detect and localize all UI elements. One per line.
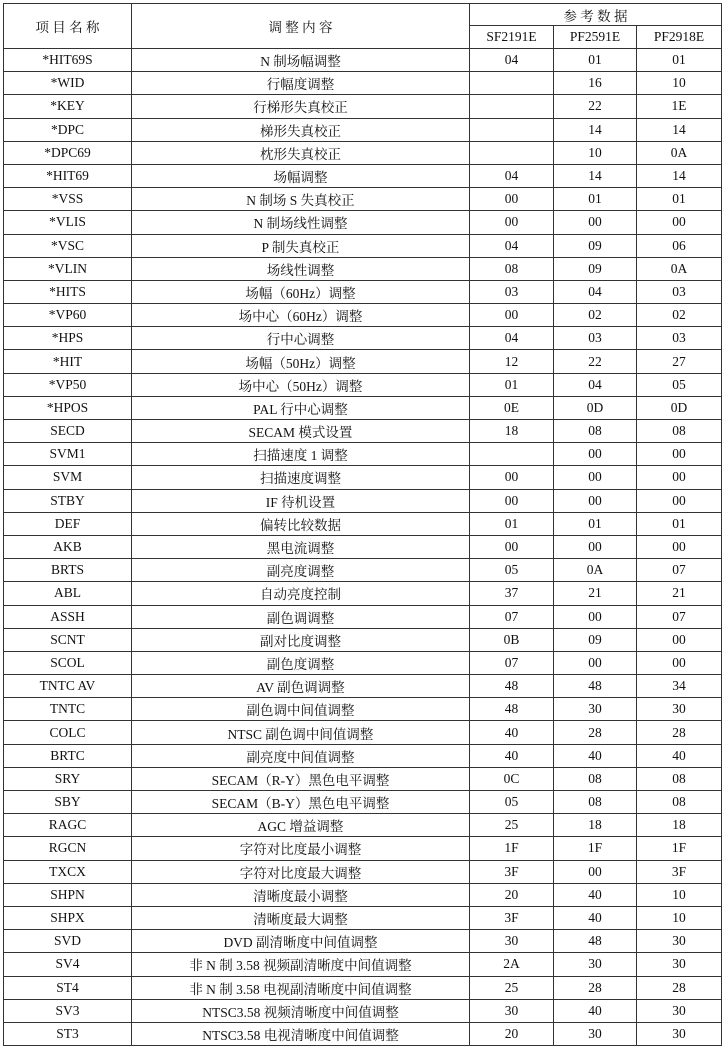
table-row xyxy=(4,327,722,350)
pf2591e-value-cell: 16 xyxy=(554,72,637,95)
pf2591e-value-cell: 0A xyxy=(554,559,637,582)
pf2918e-value-cell: 30 xyxy=(637,698,722,721)
pf2591e-value-cell: 00 xyxy=(554,466,637,489)
adjust-content-cell: 场幅（60Hz）调整 xyxy=(132,280,470,303)
pf2918e-value-cell: 10 xyxy=(637,883,722,906)
sf2191e-value-cell: 04 xyxy=(470,327,554,350)
pf2591e-value-cell: 0D xyxy=(554,396,637,419)
pf2918e-value-cell: 10 xyxy=(637,72,722,95)
sf2191e-value-cell: 04 xyxy=(470,164,554,187)
pf2918e-value-cell: 08 xyxy=(637,791,722,814)
pf2918e-value-cell: 00 xyxy=(637,651,722,674)
sf2191e-value-cell: 0C xyxy=(470,767,554,790)
pf2591e-value-cell: 22 xyxy=(554,95,637,118)
adjust-content-cell: 非 N 制 3.58 电视副清晰度中间值调整 xyxy=(132,976,470,999)
pf2591e-value-cell: 28 xyxy=(554,721,637,744)
table-row xyxy=(4,953,722,976)
pf2918e-value-cell: 34 xyxy=(637,675,722,698)
item-code-cell: *VP50 xyxy=(4,373,132,396)
pf2918e-value-cell: 30 xyxy=(637,1022,722,1045)
pf2918e-value-cell: 27 xyxy=(637,350,722,373)
pf2918e-value-cell: 1F xyxy=(637,837,722,860)
table-row xyxy=(4,164,722,187)
sf2191e-value-cell: 07 xyxy=(470,605,554,628)
table-row xyxy=(4,605,722,628)
adjust-content-cell: 扫描速度 1 调整 xyxy=(132,443,470,466)
item-code-cell: DEF xyxy=(4,512,132,535)
item-code-cell: *VP60 xyxy=(4,304,132,327)
item-code-cell: SRY xyxy=(4,767,132,790)
table-row xyxy=(4,837,722,860)
item-code-cell: RAGC xyxy=(4,814,132,837)
adjust-content-cell: 场中心（50Hz）调整 xyxy=(132,373,470,396)
table-row xyxy=(4,535,722,558)
pf2591e-value-cell: 48 xyxy=(554,930,637,953)
adjust-content-cell: 自动亮度控制 xyxy=(132,582,470,605)
sf2191e-value-cell: 40 xyxy=(470,721,554,744)
adjust-content-cell: 场幅（50Hz）调整 xyxy=(132,350,470,373)
sf2191e-value-cell: 25 xyxy=(470,814,554,837)
pf2591e-value-cell: 01 xyxy=(554,188,637,211)
sf2191e-value-cell: 00 xyxy=(470,466,554,489)
item-code-cell: *HIT xyxy=(4,350,132,373)
sf2191e-value-cell: 48 xyxy=(470,675,554,698)
sf2191e-value-cell: 3F xyxy=(470,906,554,929)
adjust-content-cell: 场幅调整 xyxy=(132,164,470,187)
item-code-cell: *HPOS xyxy=(4,396,132,419)
adjust-content-cell: DVD 副清晰度中间值调整 xyxy=(132,930,470,953)
pf2918e-value-cell: 0A xyxy=(637,257,722,280)
pf2591e-value-cell: 22 xyxy=(554,350,637,373)
header-model-pf2918e: PF2918E xyxy=(637,26,722,49)
adjust-content-cell: 清晰度最小调整 xyxy=(132,883,470,906)
table-row xyxy=(4,420,722,443)
pf2591e-value-cell: 01 xyxy=(554,49,637,72)
table-body xyxy=(4,49,722,1046)
item-code-cell: TNTC xyxy=(4,698,132,721)
item-code-cell: *HIT69 xyxy=(4,164,132,187)
pf2591e-value-cell: 04 xyxy=(554,373,637,396)
sf2191e-value-cell: 01 xyxy=(470,512,554,535)
pf2918e-value-cell: 08 xyxy=(637,767,722,790)
sf2191e-value-cell: 00 xyxy=(470,188,554,211)
item-code-cell: BRTC xyxy=(4,744,132,767)
adjust-content-cell: IF 待机设置 xyxy=(132,489,470,512)
adjust-content-cell: NTSC3.58 电视清晰度中间值调整 xyxy=(132,1022,470,1045)
header-item-name: 项 目 名 称 xyxy=(4,4,132,49)
table-row xyxy=(4,721,722,744)
table-row xyxy=(4,512,722,535)
sf2191e-value-cell: 05 xyxy=(470,559,554,582)
sf2191e-value-cell: 01 xyxy=(470,373,554,396)
adjust-content-cell: PAL 行中心调整 xyxy=(132,396,470,419)
adjust-content-cell: SECAM（B-Y）黑色电平调整 xyxy=(132,791,470,814)
table-row xyxy=(4,118,722,141)
sf2191e-value-cell: 2A xyxy=(470,953,554,976)
item-code-cell: *VSC xyxy=(4,234,132,257)
table-row xyxy=(4,396,722,419)
table-row xyxy=(4,559,722,582)
item-code-cell: SV3 xyxy=(4,999,132,1022)
pf2591e-value-cell: 14 xyxy=(554,164,637,187)
adjust-content-cell: 行梯形失真校正 xyxy=(132,95,470,118)
sf2191e-value-cell: 12 xyxy=(470,350,554,373)
adjust-content-cell: 场线性调整 xyxy=(132,257,470,280)
item-code-cell: *KEY xyxy=(4,95,132,118)
item-code-cell: ABL xyxy=(4,582,132,605)
table-row xyxy=(4,675,722,698)
item-code-cell: *VSS xyxy=(4,188,132,211)
sf2191e-value-cell: 1F xyxy=(470,837,554,860)
table-row xyxy=(4,280,722,303)
sf2191e-value-cell: 30 xyxy=(470,930,554,953)
adjust-content-cell: 副亮度调整 xyxy=(132,559,470,582)
table-row xyxy=(4,628,722,651)
sf2191e-value-cell: 05 xyxy=(470,791,554,814)
adjust-content-cell: NTSC 副色调中间值调整 xyxy=(132,721,470,744)
pf2591e-value-cell: 00 xyxy=(554,605,637,628)
table-row xyxy=(4,489,722,512)
item-code-cell: *DPC69 xyxy=(4,141,132,164)
table-row xyxy=(4,1022,722,1045)
pf2591e-value-cell: 08 xyxy=(554,791,637,814)
pf2591e-value-cell: 00 xyxy=(554,211,637,234)
pf2591e-value-cell: 48 xyxy=(554,675,637,698)
table-row xyxy=(4,698,722,721)
sf2191e-value-cell: 0B xyxy=(470,628,554,651)
pf2918e-value-cell: 06 xyxy=(637,234,722,257)
pf2918e-value-cell: 03 xyxy=(637,327,722,350)
header-model-pf2591e: PF2591E xyxy=(554,26,637,49)
pf2918e-value-cell: 0D xyxy=(637,396,722,419)
sf2191e-value-cell: 48 xyxy=(470,698,554,721)
table-row xyxy=(4,373,722,396)
table-row xyxy=(4,188,722,211)
table-row xyxy=(4,744,722,767)
item-code-cell: *HITS xyxy=(4,280,132,303)
item-code-cell: SCOL xyxy=(4,651,132,674)
header-model-sf2191e: SF2191E xyxy=(470,26,554,49)
pf2918e-value-cell: 28 xyxy=(637,721,722,744)
sf2191e-value-cell: 07 xyxy=(470,651,554,674)
table-row xyxy=(4,930,722,953)
pf2918e-value-cell: 1E xyxy=(637,95,722,118)
pf2918e-value-cell: 03 xyxy=(637,280,722,303)
pf2918e-value-cell: 00 xyxy=(637,211,722,234)
pf2591e-value-cell: 00 xyxy=(554,860,637,883)
pf2918e-value-cell: 28 xyxy=(637,976,722,999)
pf2918e-value-cell: 07 xyxy=(637,605,722,628)
item-code-cell: ST4 xyxy=(4,976,132,999)
table-row xyxy=(4,582,722,605)
pf2918e-value-cell: 30 xyxy=(637,999,722,1022)
pf2918e-value-cell: 10 xyxy=(637,906,722,929)
adjust-content-cell: 行幅度调整 xyxy=(132,72,470,95)
table-row xyxy=(4,234,722,257)
table-row xyxy=(4,141,722,164)
table-row xyxy=(4,443,722,466)
adjust-content-cell: 副亮度中间值调整 xyxy=(132,744,470,767)
table-row xyxy=(4,466,722,489)
pf2591e-value-cell: 40 xyxy=(554,883,637,906)
sf2191e-value-cell xyxy=(470,141,554,164)
item-code-cell: STBY xyxy=(4,489,132,512)
item-code-cell: SVM xyxy=(4,466,132,489)
item-code-cell: SVM1 xyxy=(4,443,132,466)
item-code-cell: ST3 xyxy=(4,1022,132,1045)
adjust-content-cell: P 制失真校正 xyxy=(132,234,470,257)
item-code-cell: ASSH xyxy=(4,605,132,628)
header-reference-data: 参 考 数 据 xyxy=(470,4,722,26)
sf2191e-value-cell: 0E xyxy=(470,396,554,419)
pf2591e-value-cell: 30 xyxy=(554,698,637,721)
pf2591e-value-cell: 08 xyxy=(554,767,637,790)
item-code-cell: SHPX xyxy=(4,906,132,929)
pf2918e-value-cell: 14 xyxy=(637,118,722,141)
adjust-content-cell: 副色调中间值调整 xyxy=(132,698,470,721)
pf2918e-value-cell: 30 xyxy=(637,953,722,976)
sf2191e-value-cell: 20 xyxy=(470,1022,554,1045)
item-code-cell: TNTC AV xyxy=(4,675,132,698)
adjust-content-cell: 偏转比较数据 xyxy=(132,512,470,535)
adjust-content-cell: 清晰度最大调整 xyxy=(132,906,470,929)
pf2918e-value-cell: 01 xyxy=(637,188,722,211)
pf2591e-value-cell: 09 xyxy=(554,234,637,257)
table-row xyxy=(4,304,722,327)
pf2918e-value-cell: 08 xyxy=(637,420,722,443)
pf2591e-value-cell: 04 xyxy=(554,280,637,303)
sf2191e-value-cell: 00 xyxy=(470,489,554,512)
adjust-content-cell: 黑电流调整 xyxy=(132,535,470,558)
pf2918e-value-cell: 00 xyxy=(637,628,722,651)
table-row xyxy=(4,211,722,234)
pf2918e-value-cell: 21 xyxy=(637,582,722,605)
sf2191e-value-cell: 04 xyxy=(470,234,554,257)
adjust-content-cell: AGC 增益调整 xyxy=(132,814,470,837)
pf2918e-value-cell: 00 xyxy=(637,489,722,512)
sf2191e-value-cell: 00 xyxy=(470,304,554,327)
sf2191e-value-cell: 30 xyxy=(470,999,554,1022)
pf2591e-value-cell: 00 xyxy=(554,489,637,512)
sf2191e-value-cell: 3F xyxy=(470,860,554,883)
item-code-cell: *VLIN xyxy=(4,257,132,280)
pf2918e-value-cell: 3F xyxy=(637,860,722,883)
pf2591e-value-cell: 10 xyxy=(554,141,637,164)
pf2918e-value-cell: 18 xyxy=(637,814,722,837)
pf2918e-value-cell: 30 xyxy=(637,930,722,953)
pf2918e-value-cell: 00 xyxy=(637,466,722,489)
adjust-content-cell: 副对比度调整 xyxy=(132,628,470,651)
pf2591e-value-cell: 28 xyxy=(554,976,637,999)
pf2918e-value-cell: 07 xyxy=(637,559,722,582)
adjust-content-cell: NTSC3.58 视频清晰度中间值调整 xyxy=(132,999,470,1022)
pf2591e-value-cell: 21 xyxy=(554,582,637,605)
table-row xyxy=(4,350,722,373)
pf2591e-value-cell: 02 xyxy=(554,304,637,327)
table-row xyxy=(4,651,722,674)
adjust-content-cell: N 制场 S 失真校正 xyxy=(132,188,470,211)
pf2918e-value-cell: 01 xyxy=(637,49,722,72)
pf2591e-value-cell: 30 xyxy=(554,1022,637,1045)
sf2191e-value-cell xyxy=(470,443,554,466)
sf2191e-value-cell: 37 xyxy=(470,582,554,605)
adjust-content-cell: SECAM（R-Y）黑色电平调整 xyxy=(132,767,470,790)
sf2191e-value-cell: 00 xyxy=(470,211,554,234)
table-row xyxy=(4,72,722,95)
adjust-content-cell: 枕形失真校正 xyxy=(132,141,470,164)
table-row xyxy=(4,95,722,118)
adjust-content-cell: N 制场线性调整 xyxy=(132,211,470,234)
pf2591e-value-cell: 03 xyxy=(554,327,637,350)
pf2918e-value-cell: 01 xyxy=(637,512,722,535)
table-row xyxy=(4,883,722,906)
pf2918e-value-cell: 02 xyxy=(637,304,722,327)
pf2918e-value-cell: 14 xyxy=(637,164,722,187)
adjust-content-cell: AV 副色调调整 xyxy=(132,675,470,698)
sf2191e-value-cell: 20 xyxy=(470,883,554,906)
pf2591e-value-cell: 30 xyxy=(554,953,637,976)
item-code-cell: SVD xyxy=(4,930,132,953)
item-code-cell: *HIT69S xyxy=(4,49,132,72)
table-row xyxy=(4,767,722,790)
adjust-content-cell: 副色调调整 xyxy=(132,605,470,628)
sf2191e-value-cell xyxy=(470,95,554,118)
pf2918e-value-cell: 40 xyxy=(637,744,722,767)
sf2191e-value-cell: 00 xyxy=(470,535,554,558)
pf2591e-value-cell: 08 xyxy=(554,420,637,443)
table-row xyxy=(4,814,722,837)
item-code-cell: *WID xyxy=(4,72,132,95)
item-code-cell: BRTS xyxy=(4,559,132,582)
item-code-cell: RGCN xyxy=(4,837,132,860)
adjust-content-cell: 行中心调整 xyxy=(132,327,470,350)
item-code-cell: AKB xyxy=(4,535,132,558)
pf2918e-value-cell: 00 xyxy=(637,535,722,558)
adjust-content-cell: 字符对比度最小调整 xyxy=(132,837,470,860)
sf2191e-value-cell: 08 xyxy=(470,257,554,280)
adjust-content-cell: 副色度调整 xyxy=(132,651,470,674)
sf2191e-value-cell: 04 xyxy=(470,49,554,72)
adjust-content-cell: 梯形失真校正 xyxy=(132,118,470,141)
item-code-cell: SCNT xyxy=(4,628,132,651)
item-code-cell: *VLIS xyxy=(4,211,132,234)
item-code-cell: SV4 xyxy=(4,953,132,976)
pf2591e-value-cell: 1F xyxy=(554,837,637,860)
adjust-content-cell: 字符对比度最大调整 xyxy=(132,860,470,883)
adjust-content-cell: SECAM 模式设置 xyxy=(132,420,470,443)
pf2918e-value-cell: 0A xyxy=(637,141,722,164)
adjust-content-cell: 场中心（60Hz）调整 xyxy=(132,304,470,327)
adjust-content-cell: 扫描速度调整 xyxy=(132,466,470,489)
sf2191e-value-cell: 18 xyxy=(470,420,554,443)
adjust-content-cell: N 制场幅调整 xyxy=(132,49,470,72)
table-row xyxy=(4,791,722,814)
item-code-cell: SHPN xyxy=(4,883,132,906)
pf2918e-value-cell: 05 xyxy=(637,373,722,396)
pf2591e-value-cell: 40 xyxy=(554,744,637,767)
pf2591e-value-cell: 01 xyxy=(554,512,637,535)
pf2591e-value-cell: 18 xyxy=(554,814,637,837)
item-code-cell: TXCX xyxy=(4,860,132,883)
pf2591e-value-cell: 14 xyxy=(554,118,637,141)
pf2591e-value-cell: 00 xyxy=(554,651,637,674)
adjustment-table xyxy=(3,3,722,1046)
item-code-cell: SBY xyxy=(4,791,132,814)
header-adjust-content: 调 整 内 容 xyxy=(132,4,470,49)
pf2591e-value-cell: 00 xyxy=(554,535,637,558)
table-row xyxy=(4,999,722,1022)
item-code-cell: COLC xyxy=(4,721,132,744)
pf2591e-value-cell: 09 xyxy=(554,257,637,280)
pf2918e-value-cell: 00 xyxy=(637,443,722,466)
item-code-cell: *HPS xyxy=(4,327,132,350)
pf2591e-value-cell: 09 xyxy=(554,628,637,651)
sf2191e-value-cell: 03 xyxy=(470,280,554,303)
sf2191e-value-cell xyxy=(470,72,554,95)
table-row xyxy=(4,906,722,929)
table-row xyxy=(4,976,722,999)
pf2591e-value-cell: 40 xyxy=(554,999,637,1022)
table-row xyxy=(4,49,722,72)
adjust-content-cell: 非 N 制 3.58 视频副清晰度中间值调整 xyxy=(132,953,470,976)
pf2591e-value-cell: 40 xyxy=(554,906,637,929)
item-code-cell: *DPC xyxy=(4,118,132,141)
table-row xyxy=(4,860,722,883)
sf2191e-value-cell: 25 xyxy=(470,976,554,999)
item-code-cell: SECD xyxy=(4,420,132,443)
sf2191e-value-cell: 40 xyxy=(470,744,554,767)
table-row xyxy=(4,257,722,280)
pf2591e-value-cell: 00 xyxy=(554,443,637,466)
sf2191e-value-cell xyxy=(470,118,554,141)
